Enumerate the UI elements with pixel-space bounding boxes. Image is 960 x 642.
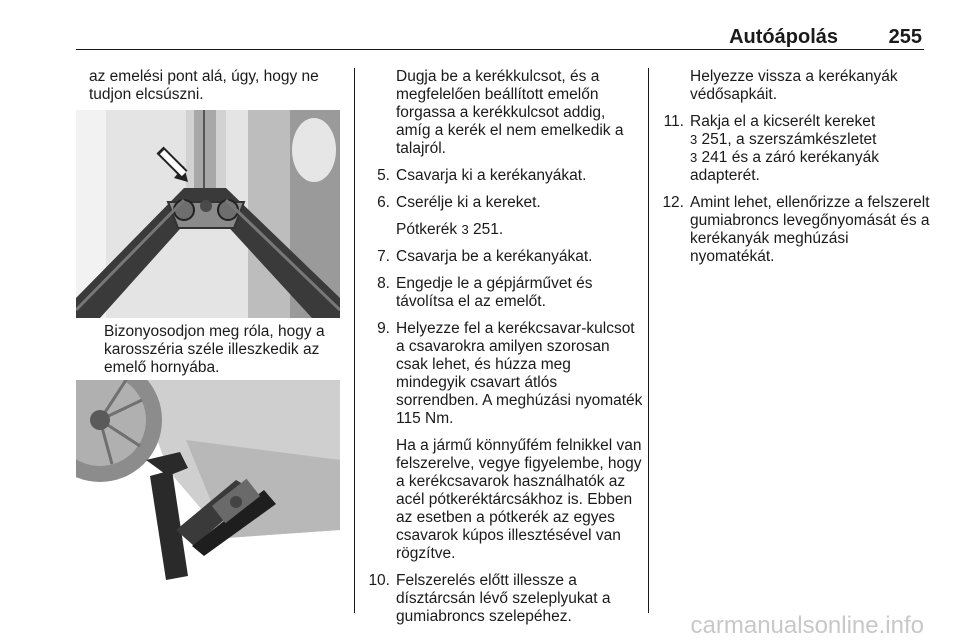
column-divider-2 (648, 68, 649, 613)
list-text: Cserélje ki a kereket. (396, 194, 541, 211)
item9-note: Ha a jármű könnyűfém felnikkel van felszerelve, vegye figyelembe, hogy a kerékcsavarok használhatók az acél pótkeréktárcsákhoz is. Ebben az esetben a pótkerék az egyes csavarok kúpos illesztésével van rögzítve. (396, 437, 642, 562)
list-text: Amint lehet, ellenőrizze a felszerelt gumiabroncs levegőnyomását és a kerékanyák meghúzási nyomatékát. (690, 194, 930, 265)
page-ref-arrow-icon: 3 (690, 150, 698, 165)
list-number: 8. (377, 275, 390, 292)
list-item-8 (358, 275, 643, 311)
list-number: 5. (377, 167, 390, 184)
item11-text-b: 251, a szerszámkészletet (697, 131, 877, 148)
page-ref-arrow-icon: 3 (461, 222, 469, 237)
column-3 (652, 68, 932, 266)
figure-2-caption-block (104, 323, 349, 377)
list-item-9 (358, 320, 643, 428)
col2-intro: Dugja be a kerékkulcsot, és a megfelelően beállított emelőn forgassa a kerékkulcsot addig, amíg a kerék el nem emelkedik a talajról. (396, 68, 624, 157)
item11-text-c: 241 és a záró kerékanyák adapterét. (690, 149, 880, 184)
figure-jack-mount (76, 110, 340, 318)
list-text: Helyezze fel a kerékcsavar-kulcsot a csavarokra amilyen szorosan csak lehet, és húzza meg mindegyik csavart átlós sorrendben. A meghúzási nyomaték 115 Nm. (396, 320, 643, 427)
item6-note (358, 221, 643, 239)
list-item-5 (358, 167, 643, 185)
column-divider-1 (354, 68, 355, 613)
page-ref-arrow-icon: 3 (690, 132, 698, 147)
figure-jack-under-car (76, 380, 340, 584)
list-number: 12. (662, 194, 684, 211)
page-header-title: Autóápolás (729, 26, 838, 48)
list-item-7 (358, 248, 643, 266)
list-number: 9. (377, 320, 390, 337)
list-text: Felszerelés előtt illessze a dísztárcsán lévő szeleplyukat a gumiabroncs szelepéhez. (396, 572, 611, 625)
list-text: Engedje le a gépjárművet és távolítsa el az emelőt. (396, 275, 593, 310)
jack-under-car-illustration (76, 380, 340, 584)
note-prefix: Pótkerék (396, 221, 462, 238)
list-item-10 (358, 572, 643, 626)
fig2-caption: Bizonyosodjon meg róla, hogy a karosszéria széle illeszkedik az emelő hornyába. (104, 323, 325, 376)
list-text: Csavarja be a kerékanyákat. (396, 248, 593, 265)
list-item-11 (652, 113, 932, 185)
col1-intro: az emelési pont alá, úgy, hogy ne tudjon elcsúszni. (89, 68, 319, 103)
jack-mount-illustration (76, 110, 340, 318)
list-number: 7. (377, 248, 390, 265)
page-number: 255 (888, 26, 922, 48)
note-suffix: 251. (468, 221, 504, 238)
list-number: 6. (377, 194, 390, 211)
footer-watermark: carmanualsonline.info (690, 612, 924, 639)
page-header (76, 0, 924, 50)
list-text: Csavarja ki a kerékanyákat. (396, 167, 587, 184)
list-number: 10. (368, 572, 390, 589)
list-number: 11. (663, 113, 684, 130)
col3-intro: Helyezze vissza a kerékanyák védősapkáit. (690, 68, 898, 103)
list-item-12 (652, 194, 932, 266)
list-item-6 (358, 194, 643, 212)
column-1 (89, 68, 349, 104)
column-2 (358, 68, 643, 626)
item11-text-a: Rakja el a kicserélt kereket (690, 113, 876, 130)
header-rule (76, 49, 924, 50)
